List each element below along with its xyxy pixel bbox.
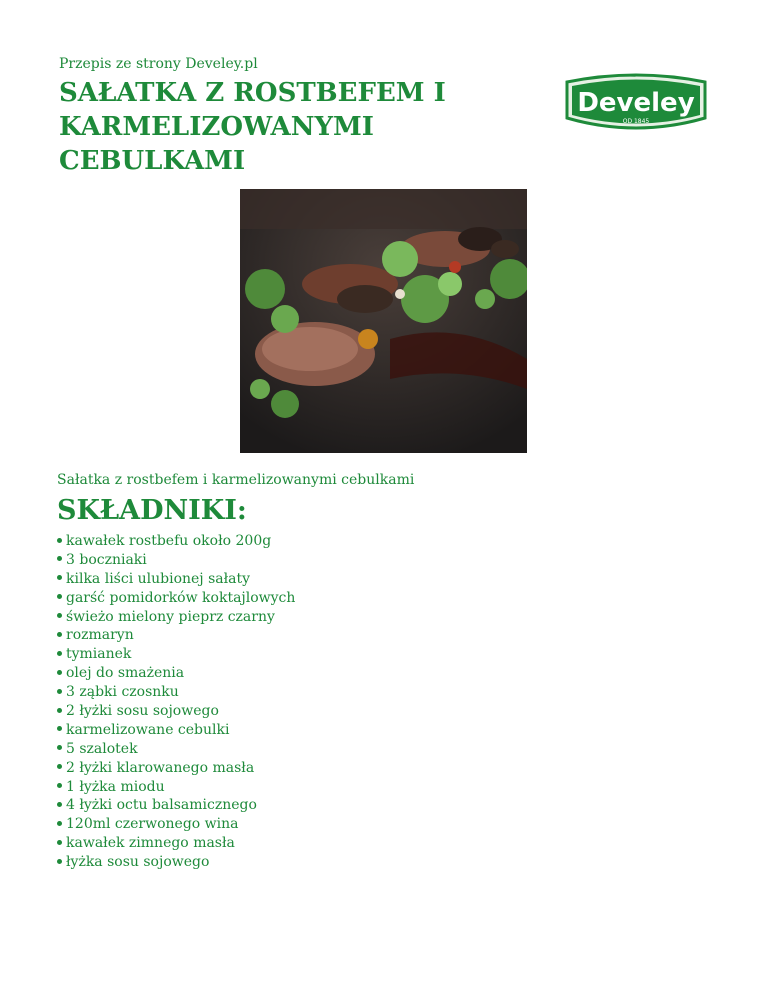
- ingredient-text: 2 łyżki klarowanego masła: [66, 759, 255, 776]
- ingredient-text: tymianek: [66, 646, 132, 663]
- ingredients-list: [57, 532, 295, 872]
- ingredient-text: 3 boczniaki: [66, 551, 147, 568]
- ingredient-item: [57, 551, 295, 570]
- ingredient-text: 4 łyżki octu balsamicznego: [66, 797, 257, 814]
- ingredient-text: olej do smażenia: [66, 665, 185, 682]
- ingredient-item: [57, 608, 295, 627]
- ingredient-text: karmelizowane cebulki: [66, 721, 230, 738]
- ingredient-text: kilka liści ulubionej sałaty: [66, 570, 251, 587]
- bullet-icon: [57, 651, 62, 656]
- bullet-icon: [57, 840, 62, 845]
- bullet-icon: [57, 783, 62, 788]
- ingredient-item: [57, 834, 295, 853]
- ingredient-item: [57, 570, 295, 589]
- bullet-icon: [57, 726, 62, 731]
- ingredient-item: [57, 532, 295, 551]
- ingredient-text: kawałek zimnego masła: [66, 835, 235, 852]
- photo-caption: Sałatka z rostbefem i karmelizowanymi cebulkami: [57, 472, 415, 488]
- bullet-icon: [57, 689, 62, 694]
- bullet-icon: [57, 632, 62, 637]
- ingredient-text: 120ml czerwonego wina: [66, 816, 239, 833]
- bullet-icon: [57, 538, 62, 543]
- ingredient-item: [57, 664, 295, 683]
- develey-logo: [561, 68, 711, 138]
- bullet-icon: [57, 575, 62, 580]
- ingredient-item: [57, 645, 295, 664]
- source-line: Przepis ze strony Develey.pl: [59, 56, 258, 72]
- ingredient-item: [57, 702, 295, 721]
- bullet-icon: [57, 708, 62, 713]
- ingredient-item: [57, 778, 295, 797]
- ingredient-text: 5 szalotek: [66, 740, 138, 757]
- ingredient-text: 3 ząbki czosnku: [66, 684, 179, 701]
- ingredient-text: kawałek rostbefu około 200g: [66, 533, 272, 549]
- ingredient-item: [57, 815, 295, 834]
- bullet-icon: [57, 764, 62, 769]
- ingredient-item: [57, 626, 295, 645]
- svg-text:OD 1845: OD 1845: [622, 118, 650, 125]
- bullet-icon: [57, 594, 62, 599]
- ingredient-text: 1 łyżka miodu: [66, 778, 165, 795]
- ingredient-item: [57, 589, 295, 608]
- ingredient-item: [57, 721, 295, 740]
- recipe-title: SAŁATKA Z ROSTBEFEM I KARMELIZOWANYMI CEBULKAMI: [59, 78, 446, 176]
- ingredient-item: [57, 796, 295, 815]
- svg-text:Develey: Develey: [577, 88, 695, 118]
- recipe-photo: [240, 189, 527, 453]
- ingredient-text: garść pomidorków koktajlowych: [66, 589, 296, 606]
- ingredient-item: [57, 740, 295, 759]
- ingredient-item: [57, 853, 295, 872]
- ingredient-item: [57, 759, 295, 778]
- ingredients-heading: SKŁADNIKI:: [57, 495, 247, 526]
- bullet-icon: [57, 821, 62, 826]
- ingredient-text: 2 łyżki sosu sojowego: [66, 703, 219, 720]
- bullet-icon: [57, 670, 62, 675]
- ingredient-text: rozmaryn: [66, 627, 134, 644]
- ingredient-text: łyżka sosu sojowego: [66, 854, 210, 871]
- bullet-icon: [57, 859, 62, 864]
- bullet-icon: [57, 556, 62, 561]
- bullet-icon: [57, 802, 62, 807]
- bullet-icon: [57, 745, 62, 750]
- ingredient-item: [57, 683, 295, 702]
- bullet-icon: [57, 613, 62, 618]
- ingredient-text: świeżo mielony pieprz czarny: [66, 608, 275, 625]
